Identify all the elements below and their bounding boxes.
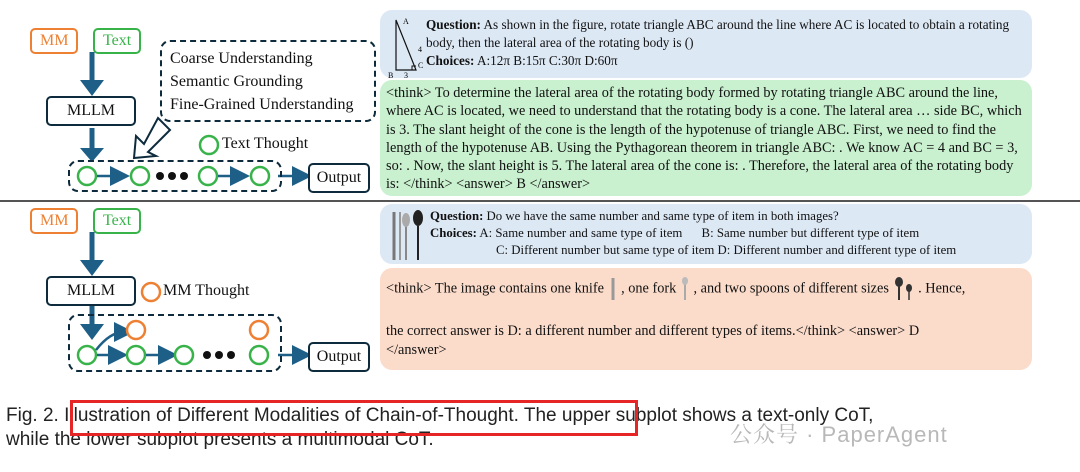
text-input-label: Text — [93, 28, 141, 54]
output-box: Output — [308, 163, 370, 193]
callout-line-coarse: Coarse Understanding — [170, 50, 313, 67]
mllm-box: MLLM — [46, 276, 136, 306]
caption-rest: The upper subplot shows a text-only CoT, — [518, 405, 874, 426]
vertex-b-label: B — [388, 71, 394, 80]
caption-title: Illustration of Different Modalities of Chain-of-Thought. — [64, 405, 519, 426]
upper-question-panel — [380, 10, 1032, 78]
choices-label: Choices: — [426, 53, 475, 68]
knife-icon — [608, 276, 618, 302]
text-cot-answer: <think> To determine the lateral area of the rotating body formed by rotating triangle ABC around the line, where AC is located, we need to understand that the rotating body is a cone. The lateral area … side BC, which is 3. The slant height of the cone is the length of the hypotenuse of triangle ABC. First, we need to find the length of the hypotenuse AB. Using the Pythagorean theorem in triangle ABC: . We know AC = 4 and BC = 3, so: . Now, the slant height is 5. The lateral area of the cone is: . Therefore, the lateral area of the rotating body is: </think> <answer> B </answer> — [386, 85, 1022, 193]
text-input-label: Text — [93, 208, 141, 234]
lower-question-panel — [380, 204, 1032, 264]
fork-icon — [680, 276, 690, 302]
text-thought-legend-label: Text Thought — [222, 135, 309, 152]
choice-line-2: C: Different number but same type of item D: Different number and different type of item — [496, 243, 957, 257]
answer-part-1: <think> The image contains one knife — [386, 280, 604, 297]
caption-highlight-box — [70, 400, 638, 436]
spoons-icon — [893, 276, 915, 302]
callout-line-fine: Fine-Grained Understanding — [170, 96, 354, 113]
upper-answer-panel — [380, 80, 1032, 196]
side-bc-label: 3 — [404, 71, 408, 80]
watermark: 公众号 · PaperAgent — [730, 422, 948, 447]
question-text: As shown in the figure, rotate triangle ABC around the line where AC is located to obtain a rotating body, then the lateral area of the rotating body is () — [426, 17, 1010, 50]
question-label: Question: — [426, 17, 481, 32]
question-label: Question: — [430, 209, 484, 223]
callout-line-semantic: Semantic Grounding — [170, 73, 303, 90]
triangle-figure — [384, 16, 424, 80]
side-ac-label: 4 — [418, 45, 422, 54]
answer-line-3: </answer> — [386, 342, 447, 358]
mm-thought-chain — [68, 314, 282, 372]
mm-input-label: MM — [30, 28, 78, 54]
input-arrowhead — [80, 80, 104, 96]
answer-part-4: . Hence, — [918, 280, 966, 297]
text-thought-legend-icon — [200, 136, 218, 154]
understanding-callout — [160, 40, 376, 122]
mllm-box: MLLM — [46, 96, 136, 126]
caption-line-2: while the lower subplot presents a multimodal CoT. — [6, 429, 434, 450]
question-text: Do we have the same number and same type of item in both images? — [486, 209, 839, 223]
vertex-c-label: C — [418, 61, 424, 70]
lower-answer-panel — [380, 268, 1032, 370]
mm-thought-legend-label: MM Thought — [163, 282, 250, 299]
caption-prefix: Fig. 2. — [6, 405, 59, 426]
text-thought-chain — [68, 160, 282, 192]
choices-text: A:12π B:15π C:30π D:60π — [476, 53, 618, 68]
answer-part-2: , one fork — [621, 280, 677, 297]
mm-input-label: MM — [30, 208, 78, 234]
callout-pointer-arrow — [134, 118, 170, 158]
choice-line-1: A: Same number and same type of item B: Same number but different type of item — [479, 226, 920, 240]
output-box: Output — [308, 342, 370, 372]
mm-thought-legend-icon — [142, 283, 160, 301]
answer-part-3: , and two spoons of different sizes — [693, 280, 889, 297]
answer-line-2: the correct answer is D: a different number and different types of items.</think> <answer> D — [386, 323, 920, 339]
vertex-a-label: A — [403, 17, 409, 26]
cutlery-image — [386, 208, 432, 264]
choices-label: Choices: — [430, 226, 477, 240]
